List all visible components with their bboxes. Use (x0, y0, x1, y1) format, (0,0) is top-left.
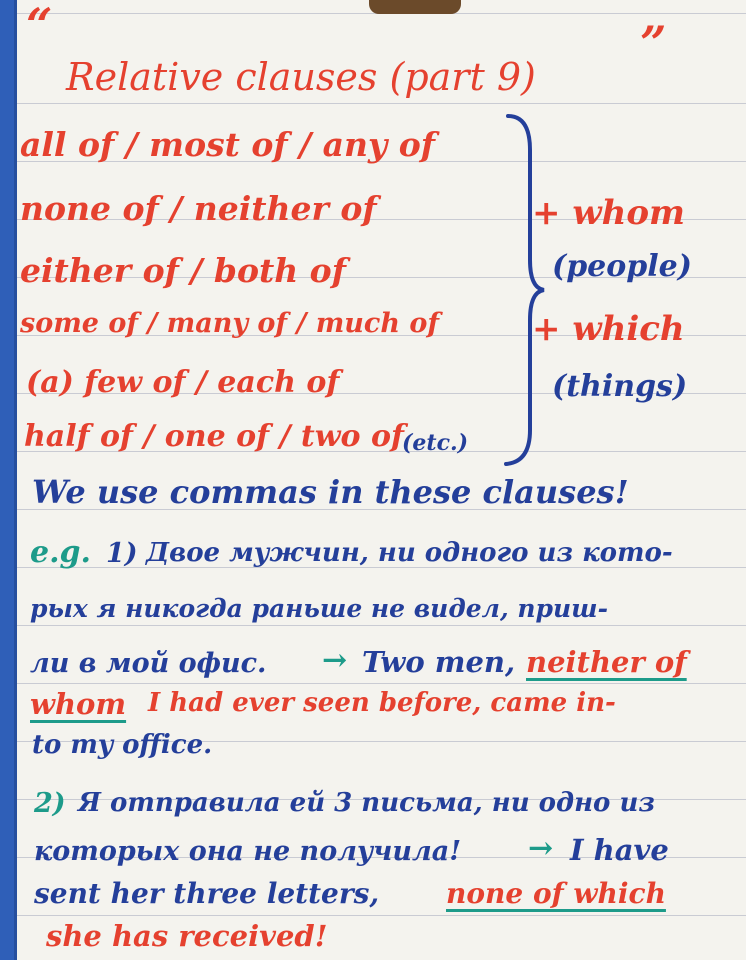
things-label: (things) (552, 369, 688, 404)
ex1-en-start: Two men, (362, 645, 516, 679)
ex2-ru-line1: Я отправила ей 3 письма, ни одно из (78, 788, 655, 818)
open-quote: “ (26, 0, 53, 52)
ex1-ru-line1: Двое мужчин, ни одного из кото- (146, 538, 673, 568)
ex2-en-line2: sent her three letters, (34, 877, 380, 910)
board-clip (369, 0, 461, 14)
quantifier-line-3: either of / both of (20, 251, 346, 290)
quantifier-line-4: some of / many of / much of (20, 308, 440, 339)
ex1-en-mid: I had ever seen before, came in- (148, 688, 616, 718)
close-quote: ” (640, 16, 667, 70)
ex1-arrow-icon: → (322, 643, 348, 678)
ex2-number: 2) (34, 788, 66, 819)
ex1-highlight-whom: whom (30, 687, 127, 721)
quantifier-line-2: none of / neither of (20, 189, 377, 228)
ex1-number: 1) (106, 538, 138, 569)
ex2-highlight-none-of-which: none of which (446, 877, 666, 910)
ex2-ru-line2: которых она не получила! (34, 836, 462, 867)
which-label: + which (532, 309, 685, 349)
quantifier-line-1: all of / most of / any of (20, 125, 435, 164)
example-label: e.g. (30, 535, 91, 570)
ex2-en-start: I have (570, 833, 669, 867)
ex1-highlight-neither-of: neither of (526, 645, 687, 679)
ex2-en-end: she has received! (46, 919, 328, 953)
etc-note: (etc.) (402, 430, 469, 456)
people-label: (people) (552, 249, 692, 284)
ex1-en-end: to my office. (32, 730, 213, 760)
quantifier-line-6: half of / one of / two of (24, 419, 404, 454)
whom-label: + whom (532, 193, 685, 233)
ex1-ru-line2: рых я никогда раньше не видел, приш- (30, 594, 609, 623)
ex1-ru-line3: ли в мой офис. (30, 648, 267, 679)
brace-icon (496, 110, 546, 470)
ex2-arrow-icon: → (528, 831, 554, 866)
rule-text: We use commas in these clauses! (32, 473, 629, 511)
page-title: Relative clauses (part 9) (66, 55, 536, 99)
quantifier-line-5: (a) few of / each of (26, 365, 340, 400)
